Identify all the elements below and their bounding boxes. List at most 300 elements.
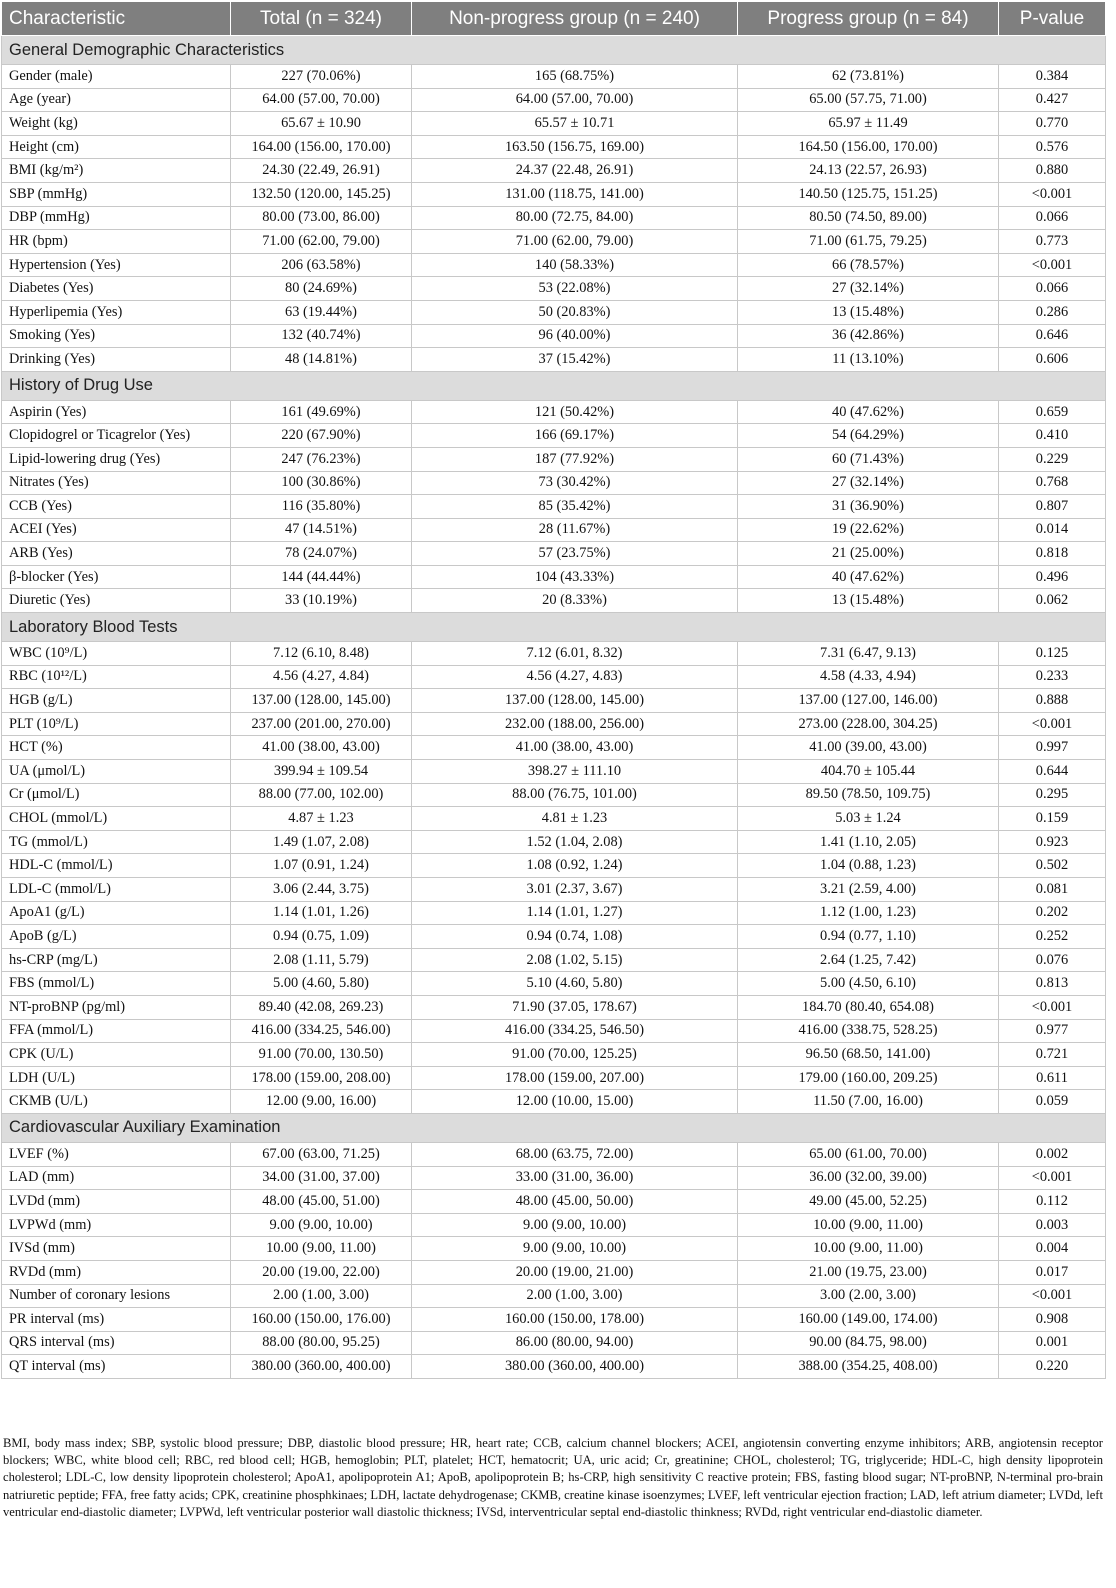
table-row	[2, 948, 1106, 972]
table-row	[2, 65, 1106, 89]
table-cell: 71.00 (62.00, 79.00)	[231, 230, 412, 254]
table-cell: 144 (44.44%)	[231, 565, 412, 589]
table-cell: 3.01 (2.37, 3.67)	[412, 878, 738, 902]
table-cell: 104 (43.33%)	[412, 565, 738, 589]
table-cell: 3.06 (2.44, 3.75)	[231, 878, 412, 902]
table-cell: 48 (14.81%)	[231, 348, 412, 372]
row-label: Lipid-lowering drug (Yes)	[2, 447, 231, 471]
row-label: Nitrates (Yes)	[2, 471, 231, 495]
table-cell: 1.52 (1.04, 2.08)	[412, 830, 738, 854]
table-row	[2, 1142, 1106, 1166]
table-row	[2, 589, 1106, 613]
table-row	[2, 112, 1106, 136]
table-cell: 47 (14.51%)	[231, 518, 412, 542]
table-row	[2, 1260, 1106, 1284]
table-cell: 0.606	[999, 348, 1106, 372]
table-cell: <0.001	[999, 1284, 1106, 1308]
table-container	[1, 1, 1105, 1379]
table-cell: 48.00 (45.00, 51.00)	[231, 1190, 412, 1214]
table-cell: 227 (70.06%)	[231, 65, 412, 89]
table-cell: 0.977	[999, 1019, 1106, 1043]
table-row	[2, 925, 1106, 949]
table-row	[2, 807, 1106, 831]
table-cell: 73 (30.42%)	[412, 471, 738, 495]
table-cell: 187 (77.92%)	[412, 447, 738, 471]
table-cell: 11 (13.10%)	[738, 348, 999, 372]
table-cell: 1.04 (0.88, 1.23)	[738, 854, 999, 878]
table-cell: 132 (40.74%)	[231, 324, 412, 348]
table-cell: 67.00 (63.00, 71.25)	[231, 1142, 412, 1166]
table-cell: 0.066	[999, 277, 1106, 301]
table-row	[2, 206, 1106, 230]
table-cell: 24.13 (22.57, 26.93)	[738, 159, 999, 183]
table-cell: 2.00 (1.00, 3.00)	[412, 1284, 738, 1308]
table-cell: 5.03 ± 1.24	[738, 807, 999, 831]
table-cell: <0.001	[999, 995, 1106, 1019]
table-cell: 71.00 (62.00, 79.00)	[412, 230, 738, 254]
row-label: Smoking (Yes)	[2, 324, 231, 348]
table-cell: 0.770	[999, 112, 1106, 136]
section-row	[2, 613, 1106, 642]
table-cell: 184.70 (80.40, 654.08)	[738, 995, 999, 1019]
table-row	[2, 712, 1106, 736]
table-cell: 0.295	[999, 783, 1106, 807]
table-cell: 34.00 (31.00, 37.00)	[231, 1166, 412, 1190]
table-cell: 31 (36.90%)	[738, 495, 999, 519]
table-cell: 40 (47.62%)	[738, 565, 999, 589]
table-row	[2, 348, 1106, 372]
section-title: Laboratory Blood Tests	[2, 613, 1106, 642]
table-row	[2, 1213, 1106, 1237]
table-cell: 0.880	[999, 159, 1106, 183]
row-label: ACEI (Yes)	[2, 518, 231, 542]
table-cell: 11.50 (7.00, 16.00)	[738, 1090, 999, 1114]
table-cell: 91.00 (70.00, 125.25)	[412, 1043, 738, 1067]
column-header: Total (n = 324)	[231, 2, 412, 36]
table-cell: 0.94 (0.77, 1.10)	[738, 925, 999, 949]
table-cell: 0.059	[999, 1090, 1106, 1114]
table-row	[2, 495, 1106, 519]
table-cell: 36 (42.86%)	[738, 324, 999, 348]
row-label: NT-proBNP (pg/ml)	[2, 995, 231, 1019]
table-cell: 0.908	[999, 1308, 1106, 1332]
row-label: IVSd (mm)	[2, 1237, 231, 1261]
table-cell: 7.12 (6.10, 8.48)	[231, 642, 412, 666]
table-cell: 164.50 (156.00, 170.00)	[738, 135, 999, 159]
table-cell: 0.384	[999, 65, 1106, 89]
table-cell: 60 (71.43%)	[738, 447, 999, 471]
row-label: Diuretic (Yes)	[2, 589, 231, 613]
table-cell: 41.00 (38.00, 43.00)	[231, 736, 412, 760]
table-cell: 65.67 ± 10.90	[231, 112, 412, 136]
table-row	[2, 1043, 1106, 1067]
table-cell: 28 (11.67%)	[412, 518, 738, 542]
table-cell: 27 (32.14%)	[738, 277, 999, 301]
table-cell: 96.50 (68.50, 141.00)	[738, 1043, 999, 1067]
table-cell: 1.49 (1.07, 2.08)	[231, 830, 412, 854]
table-cell: 232.00 (188.00, 256.00)	[412, 712, 738, 736]
table-cell: 0.502	[999, 854, 1106, 878]
section-row	[2, 36, 1106, 65]
header-row	[2, 2, 1106, 36]
table-row	[2, 642, 1106, 666]
table-cell: 2.08 (1.11, 5.79)	[231, 948, 412, 972]
table-cell: 2.00 (1.00, 3.00)	[231, 1284, 412, 1308]
table-row	[2, 1190, 1106, 1214]
table-cell: 0.644	[999, 760, 1106, 784]
table-cell: 388.00 (354.25, 408.00)	[738, 1355, 999, 1379]
table-cell: 88.00 (76.75, 101.00)	[412, 783, 738, 807]
table-cell: 0.646	[999, 324, 1106, 348]
section-title: Cardiovascular Auxiliary Examination	[2, 1113, 1106, 1142]
row-label: LAD (mm)	[2, 1166, 231, 1190]
table-row	[2, 471, 1106, 495]
table-cell: 161 (49.69%)	[231, 400, 412, 424]
table-cell: 36.00 (32.00, 39.00)	[738, 1166, 999, 1190]
row-label: CPK (U/L)	[2, 1043, 231, 1067]
row-label: CKMB (U/L)	[2, 1090, 231, 1114]
table-cell: 0.721	[999, 1043, 1106, 1067]
row-label: Drinking (Yes)	[2, 348, 231, 372]
section-row	[2, 1113, 1106, 1142]
table-cell: 132.50 (120.00, 145.25)	[231, 182, 412, 206]
table-cell: 3.00 (2.00, 3.00)	[738, 1284, 999, 1308]
table-row	[2, 689, 1106, 713]
table-footnote: BMI, body mass index; SBP, systolic blood pressure; DBP, diastolic blood pressure; HR, heart rate; CCB, calcium channel blockers; ACEI, angiotensin converting enzyme inhibitors; ARB, angiotensin receptor blockers; WBC, white blood cell; RBC, red blood cell; HGB, hemoglobin; PLT, platelet; HCT, hematocrit; UA, uric acid; Cr, greatinine; CHOL, cholesterol; TG, triglyceride; HDL-C, high density lipoprotein cholesterol; LDL-C, low density lipoprotein cholesterol; ApoA1, apolipoprotein A1; ApoB, apolipoprotein B; hs-CRP, high sensitivity C reactive protein; FBS, fasting blood sugar; NT-proBNP, N-terminal pro-brain natriuretic peptide; FFA, free fatty acids; CPK, creatinine phosphkinaes; LDH, lactate dehydrogenase; CKMB, creatine kinase isoenzymes; LVEF, left ventricular ejection fraction; LAD, left atrium diameter; LVDd, left ventricular end-diastolic diameter; LVPWd, left ventricular posterior wall diastolic thickness; IVSd, interventricular septal end-diastolic thinkness; RVDd, right ventricular end-diastolic diameter.	[3, 1436, 1103, 1519]
table-cell: 137.00 (127.00, 146.00)	[738, 689, 999, 713]
table-cell: 247 (76.23%)	[231, 447, 412, 471]
table-cell: 1.41 (1.10, 2.05)	[738, 830, 999, 854]
table-cell: 65.97 ± 11.49	[738, 112, 999, 136]
table-cell: 0.94 (0.75, 1.09)	[231, 925, 412, 949]
row-label: Age (year)	[2, 88, 231, 112]
table-cell: 7.31 (6.47, 9.13)	[738, 642, 999, 666]
table-row	[2, 1331, 1106, 1355]
table-row	[2, 518, 1106, 542]
row-label: Height (cm)	[2, 135, 231, 159]
table-cell: 12.00 (9.00, 16.00)	[231, 1090, 412, 1114]
table-cell: 137.00 (128.00, 145.00)	[412, 689, 738, 713]
table-cell: 96 (40.00%)	[412, 324, 738, 348]
column-header: Progress group (n = 84)	[738, 2, 999, 36]
table-cell: 0.773	[999, 230, 1106, 254]
row-label: DBP (mmHg)	[2, 206, 231, 230]
table-cell: 140.50 (125.75, 151.25)	[738, 182, 999, 206]
table-cell: 0.576	[999, 135, 1106, 159]
table-cell: 0.659	[999, 400, 1106, 424]
table-cell: 220 (67.90%)	[231, 424, 412, 448]
table-cell: 1.07 (0.91, 1.24)	[231, 854, 412, 878]
table-cell: 206 (63.58%)	[231, 253, 412, 277]
table-body	[2, 36, 1106, 1379]
table-cell: 5.00 (4.60, 5.80)	[231, 972, 412, 996]
table-cell: 10.00 (9.00, 11.00)	[738, 1237, 999, 1261]
table-cell: 62 (73.81%)	[738, 65, 999, 89]
table-cell: 0.081	[999, 878, 1106, 902]
table-cell: 416.00 (338.75, 528.25)	[738, 1019, 999, 1043]
table-row	[2, 135, 1106, 159]
table-cell: 89.50 (78.50, 109.75)	[738, 783, 999, 807]
table-cell: 0.286	[999, 300, 1106, 324]
row-label: QRS interval (ms)	[2, 1331, 231, 1355]
table-cell: 10.00 (9.00, 11.00)	[231, 1237, 412, 1261]
table-row	[2, 324, 1106, 348]
table-cell: 0.807	[999, 495, 1106, 519]
table-cell: 27 (32.14%)	[738, 471, 999, 495]
table-cell: 0.410	[999, 424, 1106, 448]
table-cell: 416.00 (334.25, 546.00)	[231, 1019, 412, 1043]
table-cell: 90.00 (84.75, 98.00)	[738, 1331, 999, 1355]
row-label: Hyperlipemia (Yes)	[2, 300, 231, 324]
table-cell: 91.00 (70.00, 130.50)	[231, 1043, 412, 1067]
table-cell: 53 (22.08%)	[412, 277, 738, 301]
table-row	[2, 400, 1106, 424]
table-cell: 0.001	[999, 1331, 1106, 1355]
table-cell: 1.14 (1.01, 1.26)	[231, 901, 412, 925]
table-cell: 116 (35.80%)	[231, 495, 412, 519]
table-cell: 1.14 (1.01, 1.27)	[412, 901, 738, 925]
table-cell: 0.014	[999, 518, 1106, 542]
row-label: CHOL (mmol/L)	[2, 807, 231, 831]
table-cell: 88.00 (77.00, 102.00)	[231, 783, 412, 807]
table-row	[2, 88, 1106, 112]
table-cell: 0.768	[999, 471, 1106, 495]
table-cell: 160.00 (150.00, 178.00)	[412, 1308, 738, 1332]
row-label: QT interval (ms)	[2, 1355, 231, 1379]
table-cell: 380.00 (360.00, 400.00)	[412, 1355, 738, 1379]
row-label: LDL-C (mmol/L)	[2, 878, 231, 902]
table-cell: <0.001	[999, 182, 1106, 206]
table-cell: 0.002	[999, 1142, 1106, 1166]
table-row	[2, 159, 1106, 183]
table-cell: 165 (68.75%)	[412, 65, 738, 89]
table-row	[2, 760, 1106, 784]
row-label: LVPWd (mm)	[2, 1213, 231, 1237]
row-label: β-blocker (Yes)	[2, 565, 231, 589]
row-label: hs-CRP (mg/L)	[2, 948, 231, 972]
row-label: ApoA1 (g/L)	[2, 901, 231, 925]
table-cell: 0.813	[999, 972, 1106, 996]
row-label: HDL-C (mmol/L)	[2, 854, 231, 878]
row-label: UA (μmol/L)	[2, 760, 231, 784]
table-cell: 68.00 (63.75, 72.00)	[412, 1142, 738, 1166]
row-label: Hypertension (Yes)	[2, 253, 231, 277]
table-cell: 63 (19.44%)	[231, 300, 412, 324]
table-row	[2, 1355, 1106, 1379]
table-cell: 80.50 (74.50, 89.00)	[738, 206, 999, 230]
table-cell: 4.56 (4.27, 4.84)	[231, 665, 412, 689]
table-cell: 48.00 (45.00, 50.00)	[412, 1190, 738, 1214]
table-cell: 41.00 (38.00, 43.00)	[412, 736, 738, 760]
table-cell: 21 (25.00%)	[738, 542, 999, 566]
row-label: Clopidogrel or Ticagrelor (Yes)	[2, 424, 231, 448]
row-label: FBS (mmol/L)	[2, 972, 231, 996]
table-row	[2, 901, 1106, 925]
table-cell: 71.00 (61.75, 79.25)	[738, 230, 999, 254]
table-cell: 160.00 (149.00, 174.00)	[738, 1308, 999, 1332]
table-row	[2, 995, 1106, 1019]
table-cell: 24.37 (22.48, 26.91)	[412, 159, 738, 183]
row-label: CCB (Yes)	[2, 495, 231, 519]
table-row	[2, 447, 1106, 471]
table-cell: 399.94 ± 109.54	[231, 760, 412, 784]
characteristics-table	[1, 1, 1106, 1379]
table-cell: 0.202	[999, 901, 1106, 925]
table-cell: 0.220	[999, 1355, 1106, 1379]
row-label: PLT (10⁹/L)	[2, 712, 231, 736]
section-row	[2, 371, 1106, 400]
table-cell: 54 (64.29%)	[738, 424, 999, 448]
table-row	[2, 736, 1106, 760]
table-cell: <0.001	[999, 1166, 1106, 1190]
table-cell: 131.00 (118.75, 141.00)	[412, 182, 738, 206]
table-cell: 416.00 (334.25, 546.50)	[412, 1019, 738, 1043]
table-cell: 398.27 ± 111.10	[412, 760, 738, 784]
table-cell: <0.001	[999, 253, 1106, 277]
row-label: ApoB (g/L)	[2, 925, 231, 949]
row-label: BMI (kg/m²)	[2, 159, 231, 183]
table-cell: 78 (24.07%)	[231, 542, 412, 566]
table-cell: 65.57 ± 10.71	[412, 112, 738, 136]
row-label: Number of coronary lesions	[2, 1284, 231, 1308]
table-cell: 37 (15.42%)	[412, 348, 738, 372]
table-cell: 0.818	[999, 542, 1106, 566]
table-cell: 0.112	[999, 1190, 1106, 1214]
column-header: Non-progress group (n = 240)	[412, 2, 738, 36]
table-cell: 12.00 (10.00, 15.00)	[412, 1090, 738, 1114]
table-row	[2, 253, 1106, 277]
row-label: FFA (mmol/L)	[2, 1019, 231, 1043]
table-cell: 4.81 ± 1.23	[412, 807, 738, 831]
row-label: WBC (10⁹/L)	[2, 642, 231, 666]
table-cell: 0.233	[999, 665, 1106, 689]
table-row	[2, 542, 1106, 566]
row-label: HCT (%)	[2, 736, 231, 760]
table-cell: 0.496	[999, 565, 1106, 589]
table-cell: 88.00 (80.00, 95.25)	[231, 1331, 412, 1355]
table-cell: 1.12 (1.00, 1.23)	[738, 901, 999, 925]
table-cell: 0.94 (0.74, 1.08)	[412, 925, 738, 949]
table-cell: <0.001	[999, 712, 1106, 736]
row-label: TG (mmol/L)	[2, 830, 231, 854]
table-cell: 0.076	[999, 948, 1106, 972]
table-cell: 0.923	[999, 830, 1106, 854]
table-cell: 2.08 (1.02, 5.15)	[412, 948, 738, 972]
table-row	[2, 565, 1106, 589]
table-cell: 9.00 (9.00, 10.00)	[412, 1237, 738, 1261]
table-cell: 3.21 (2.59, 4.00)	[738, 878, 999, 902]
table-cell: 0.427	[999, 88, 1106, 112]
table-row	[2, 878, 1106, 902]
table-row	[2, 854, 1106, 878]
row-label: Gender (male)	[2, 65, 231, 89]
table-cell: 0.229	[999, 447, 1106, 471]
table-cell: 0.062	[999, 589, 1106, 613]
table-cell: 137.00 (128.00, 145.00)	[231, 689, 412, 713]
table-cell: 121 (50.42%)	[412, 400, 738, 424]
table-cell: 273.00 (228.00, 304.25)	[738, 712, 999, 736]
row-label: Cr (μmol/L)	[2, 783, 231, 807]
row-label: RBC (10¹²/L)	[2, 665, 231, 689]
row-label: PR interval (ms)	[2, 1308, 231, 1332]
table-row	[2, 665, 1106, 689]
table-header	[2, 2, 1106, 36]
table-cell: 33 (10.19%)	[231, 589, 412, 613]
table-row	[2, 783, 1106, 807]
table-cell: 71.90 (37.05, 178.67)	[412, 995, 738, 1019]
table-cell: 5.00 (4.50, 6.10)	[738, 972, 999, 996]
row-label: LVDd (mm)	[2, 1190, 231, 1214]
column-header: P-value	[999, 2, 1106, 36]
table-cell: 41.00 (39.00, 43.00)	[738, 736, 999, 760]
table-cell: 80.00 (72.75, 84.00)	[412, 206, 738, 230]
table-row	[2, 182, 1106, 206]
table-cell: 0.003	[999, 1213, 1106, 1237]
table-cell: 166 (69.17%)	[412, 424, 738, 448]
row-label: RVDd (mm)	[2, 1260, 231, 1284]
table-cell: 140 (58.33%)	[412, 253, 738, 277]
table-cell: 50 (20.83%)	[412, 300, 738, 324]
table-cell: 1.08 (0.92, 1.24)	[412, 854, 738, 878]
table-cell: 64.00 (57.00, 70.00)	[412, 88, 738, 112]
table-cell: 0.159	[999, 807, 1106, 831]
table-cell: 86.00 (80.00, 94.00)	[412, 1331, 738, 1355]
table-cell: 4.56 (4.27, 4.83)	[412, 665, 738, 689]
table-cell: 33.00 (31.00, 36.00)	[412, 1166, 738, 1190]
table-cell: 65.00 (61.00, 70.00)	[738, 1142, 999, 1166]
table-cell: 24.30 (22.49, 26.91)	[231, 159, 412, 183]
table-cell: 0.888	[999, 689, 1106, 713]
row-label: Aspirin (Yes)	[2, 400, 231, 424]
table-cell: 0.252	[999, 925, 1106, 949]
table-cell: 13 (15.48%)	[738, 589, 999, 613]
table-cell: 10.00 (9.00, 11.00)	[738, 1213, 999, 1237]
table-cell: 20.00 (19.00, 21.00)	[412, 1260, 738, 1284]
table-cell: 100 (30.86%)	[231, 471, 412, 495]
table-row	[2, 1066, 1106, 1090]
table-cell: 0.997	[999, 736, 1106, 760]
row-label: HGB (g/L)	[2, 689, 231, 713]
table-cell: 178.00 (159.00, 208.00)	[231, 1066, 412, 1090]
table-cell: 21.00 (19.75, 23.00)	[738, 1260, 999, 1284]
table-cell: 0.017	[999, 1260, 1106, 1284]
table-cell: 65.00 (57.75, 71.00)	[738, 88, 999, 112]
table-cell: 19 (22.62%)	[738, 518, 999, 542]
table-cell: 7.12 (6.01, 8.32)	[412, 642, 738, 666]
row-label: Weight (kg)	[2, 112, 231, 136]
table-cell: 85 (35.42%)	[412, 495, 738, 519]
table-cell: 164.00 (156.00, 170.00)	[231, 135, 412, 159]
table-cell: 5.10 (4.60, 5.80)	[412, 972, 738, 996]
table-cell: 20 (8.33%)	[412, 589, 738, 613]
table-cell: 0.004	[999, 1237, 1106, 1261]
table-row	[2, 424, 1106, 448]
table-cell: 0.066	[999, 206, 1106, 230]
table-cell: 64.00 (57.00, 70.00)	[231, 88, 412, 112]
table-cell: 178.00 (159.00, 207.00)	[412, 1066, 738, 1090]
section-title: History of Drug Use	[2, 371, 1106, 400]
row-label: SBP (mmHg)	[2, 182, 231, 206]
table-cell: 49.00 (45.00, 52.25)	[738, 1190, 999, 1214]
table-cell: 380.00 (360.00, 400.00)	[231, 1355, 412, 1379]
table-row	[2, 830, 1106, 854]
table-cell: 237.00 (201.00, 270.00)	[231, 712, 412, 736]
table-cell: 20.00 (19.00, 22.00)	[231, 1260, 412, 1284]
table-cell: 57 (23.75%)	[412, 542, 738, 566]
table-row	[2, 1237, 1106, 1261]
table-cell: 9.00 (9.00, 10.00)	[231, 1213, 412, 1237]
row-label: HR (bpm)	[2, 230, 231, 254]
